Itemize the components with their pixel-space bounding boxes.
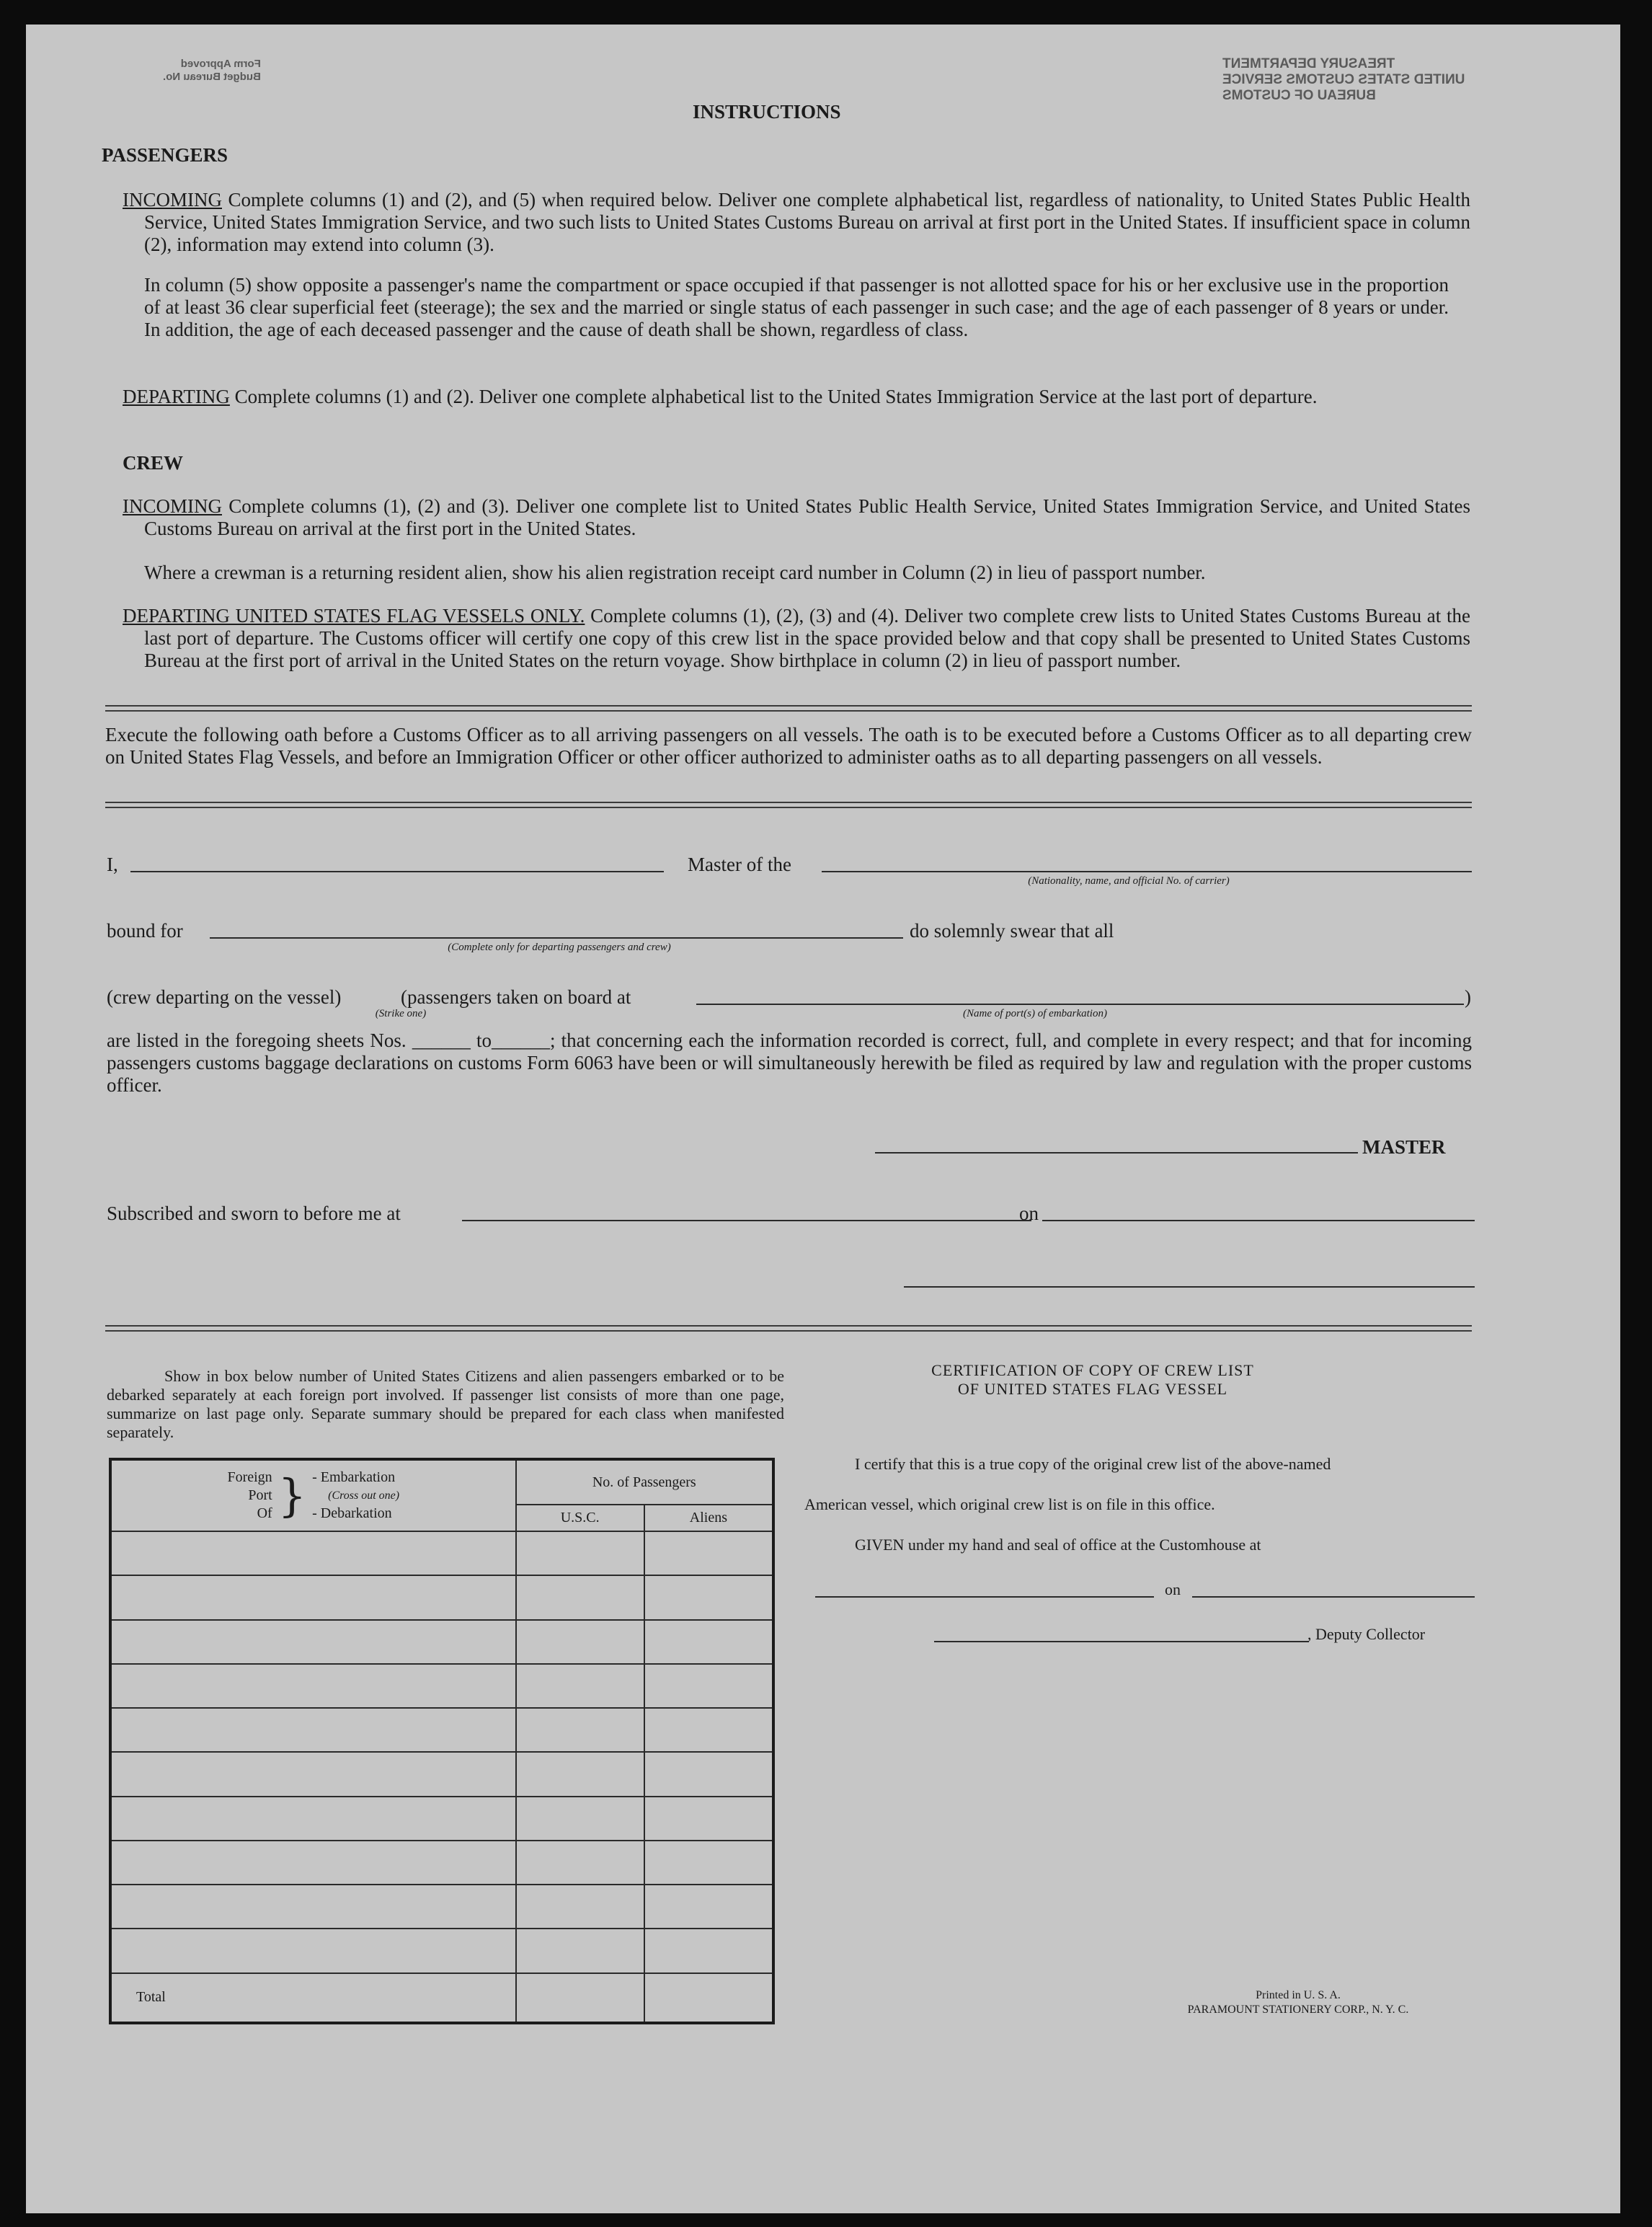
aliens-cell[interactable]: [644, 1841, 773, 1885]
bleed-line: BUREAU OF CUSTOMS: [1222, 88, 1376, 103]
aliens-total-cell[interactable]: [644, 1973, 773, 2023]
port-cell[interactable]: [110, 1752, 516, 1796]
usc-cell[interactable]: [516, 1929, 644, 1973]
swear-label: do solemnly swear that all: [910, 920, 1114, 942]
certification-line3: GIVEN under my hand and seal of office at the Customhouse at: [855, 1536, 1261, 1554]
summary-instruction: Show in box below number of United States Citizens and alien passengers embarked or to be debarked separately at each foreign port involved. If passenger list consists of more than one page, summarize on last page only. Separate summary should be prepared for each class when manifested separately.: [107, 1367, 784, 1441]
certification-title-line2: OF UNITED STATES FLAG VESSEL: [957, 1380, 1228, 1398]
port-cell[interactable]: [110, 1575, 516, 1619]
usc-cell[interactable]: [516, 1752, 644, 1796]
crew-departing-option: (crew departing on the vessel): [107, 986, 342, 1008]
deputy-collector-label: , Deputy Collector: [1307, 1625, 1426, 1643]
certification-line1: I certify that this is a true copy of the original crew list of the above-named: [855, 1455, 1331, 1473]
oath-i-label: I,: [107, 854, 118, 875]
of-label: Of: [257, 1505, 272, 1522]
oath-instruction: Execute the following oath before a Customs Officer as to all arriving passengers on all vessels. The oath is to be executed before a Customs Officer as to all departing crew on United States Flag Vessels, and before an Immigration Officer or other officer authorized to administer oaths as to all departing passengers on all vessels.: [105, 724, 1472, 768]
printer-line1: Printed in U. S. A.: [1256, 1989, 1341, 2001]
section-divider: [105, 705, 1472, 712]
sworn-date-line[interactable]: [1042, 1220, 1475, 1221]
destination-line[interactable]: [210, 937, 903, 939]
passengers-departing-label: DEPARTING: [123, 386, 230, 407]
usc-cell[interactable]: [516, 1841, 644, 1885]
debarkation-label: - Debarkation: [312, 1505, 392, 1522]
carrier-caption: (Nationality, name, and official No. of carrier): [1028, 875, 1230, 887]
port-cell[interactable]: [110, 1664, 516, 1708]
aliens-cell[interactable]: [644, 1620, 773, 1664]
usc-cell[interactable]: [516, 1885, 644, 1929]
passengers-incoming-label: INCOMING: [123, 189, 222, 211]
port-cell[interactable]: [110, 1797, 516, 1841]
bleed-through-header-left: [163, 58, 261, 84]
usc-cell[interactable]: [516, 1575, 644, 1619]
crew-heading: CREW: [123, 452, 184, 474]
bound-for-label: bound for: [107, 920, 183, 942]
port-label: Port: [248, 1487, 272, 1504]
aliens-cell[interactable]: [644, 1797, 773, 1841]
crew-incoming-paragraph: [123, 495, 1470, 540]
usc-total-cell[interactable]: [516, 1973, 644, 2023]
no-of-passengers-header: No. of Passengers: [516, 1459, 773, 1505]
usc-cell[interactable]: [516, 1664, 644, 1708]
crew-departing-label: DEPARTING UNITED STATES FLAG VESSELS ONLY.: [123, 605, 585, 627]
crew-departing-paragraph: [123, 605, 1470, 672]
bleed-line: UNITED STATES CUSTOMS SERVICE: [1222, 72, 1465, 87]
bound-caption: (Complete only for departing passengers and crew): [448, 942, 671, 953]
crew-incoming-text: Complete columns (1), (2) and (3). Deliver one complete list to United States Public Health Service, United States Immigration Service, and United States Customs Bureau on arrival at the first port in the United States.: [144, 495, 1471, 539]
usc-header: U.S.C.: [516, 1505, 644, 1531]
usc-cell[interactable]: [516, 1708, 644, 1752]
sworn-on-label: on: [1019, 1203, 1039, 1224]
page-title: INSTRUCTIONS: [693, 101, 841, 123]
crew-resident-paragraph: Where a crewman is a returning resident alien, show his alien registration receipt card number in Column (2) in lieu of passport number.: [144, 562, 1206, 583]
aliens-cell[interactable]: [644, 1929, 773, 1973]
embark-caption: (Name of port(s) of embarkation): [963, 1008, 1107, 1019]
aliens-cell[interactable]: [644, 1752, 773, 1796]
usc-cell[interactable]: [516, 1797, 644, 1841]
printer-line2: PARAMOUNT STATIONERY CORP., N. Y. C.: [1187, 2004, 1409, 2016]
port-cell[interactable]: [110, 1885, 516, 1929]
certification-title: [840, 1361, 1345, 1399]
embarkation-label: - Embarkation: [312, 1469, 396, 1486]
aliens-cell[interactable]: [644, 1708, 773, 1752]
strike-caption: (Strike one): [375, 1008, 427, 1019]
passengers-heading: PASSENGERS: [102, 144, 228, 166]
section-divider: [105, 802, 1472, 808]
port-cell[interactable]: [110, 1708, 516, 1752]
aliens-cell[interactable]: [644, 1531, 773, 1575]
bleed-line: TREASURY DEPARTMENT: [1222, 56, 1395, 71]
certification-on-label: on: [1165, 1580, 1181, 1598]
bleed-through-header-right: [1222, 56, 1465, 104]
passengers-taken-option: (passengers taken on board at: [401, 986, 631, 1008]
brace-icon: }: [277, 1469, 307, 1522]
cross-out-label: (Cross out one): [328, 1489, 400, 1502]
master-signature-line[interactable]: [875, 1152, 1358, 1154]
aliens-cell[interactable]: [644, 1885, 773, 1929]
customhouse-location-line[interactable]: [815, 1596, 1154, 1598]
foreign-label: Foreign: [227, 1469, 272, 1486]
form-sheet: [26, 25, 1620, 2213]
aliens-header: Aliens: [644, 1505, 773, 1531]
certification-line2: American vessel, which original crew list is on file in this office.: [804, 1495, 1215, 1513]
crew-incoming-label: INCOMING: [123, 495, 222, 517]
usc-cell[interactable]: [516, 1620, 644, 1664]
deputy-signature-line[interactable]: [934, 1641, 1309, 1642]
officer-signature-line[interactable]: [904, 1286, 1475, 1288]
passengers-departing-paragraph: [123, 386, 1470, 408]
port-header-cell: [110, 1459, 516, 1531]
passengers-incoming-text: Complete columns (1) and (2), and (5) when required below. Deliver one complete alphabetical list, regardless of nationality, to United States Public Health Service, United States Immigration Service, and two such lists to United States Customs Bureau on arrival at first port in the United States. If insufficient space in column (2), information may extend into column (3).: [144, 189, 1470, 255]
passenger-summary-table: [109, 1458, 775, 2024]
listed-paragraph: are listed in the foregoing sheets Nos. ______ to______; that concerning each the information recorded is correct, full, and complete in every respect; and that for incoming passengers customs baggage declarations on customs Form 6063 have been or will simultaneously herewith be filed as required by law and regulation with the proper customs officer.: [107, 1030, 1472, 1096]
printer-imprint: [1093, 1988, 1504, 2017]
passengers-incoming-paragraph: [123, 189, 1470, 256]
crew-departing-text: Complete columns (1), (2), (3) and (4). Deliver two complete crew lists to United States Customs Bureau at the last port of departure. The Customs officer will certify one copy of this crew list in the space provided below and that copy shall be presented to United States Customs Bureau at the first port of arrival in the United States on the return voyage. Show birthplace in column (2) in lieu of passport number.: [144, 605, 1470, 671]
port-cell[interactable]: [110, 1620, 516, 1664]
master-of-label: Master of the: [688, 854, 791, 875]
usc-cell[interactable]: [516, 1531, 644, 1575]
passengers-column5-paragraph: In column (5) show opposite a passenger's name the compartment or space occupied if that passenger is not allotted space for his or her exclusive use in the proportion of at least 36 clear superficial feet (steerage); the sex and the married or single status of each passenger in such case; and the age of each passenger of 8 years or under. In addition, the age of each deceased passenger and the cause of death shall be shown, regardless of class.: [144, 274, 1449, 340]
certification-title-line1: CERTIFICATION OF COPY OF CREW LIST: [931, 1361, 1254, 1379]
aliens-cell[interactable]: [644, 1664, 773, 1708]
bleed-line: Form Approved: [180, 58, 261, 70]
close-paren: ): [1465, 986, 1471, 1008]
total-label-cell: [110, 1973, 516, 2023]
embarkation-port-line[interactable]: [696, 1004, 1464, 1005]
aliens-cell[interactable]: [644, 1575, 773, 1619]
master-label: MASTER: [1362, 1136, 1446, 1158]
section-divider: [105, 1325, 1472, 1332]
certification-date-line[interactable]: [1192, 1596, 1475, 1598]
vessel-name-line[interactable]: [822, 871, 1472, 872]
subscribed-label: Subscribed and sworn to before me at: [107, 1203, 401, 1224]
total-label: Total: [136, 1989, 166, 2006]
passengers-departing-text: Complete columns (1) and (2). Deliver one complete alphabetical list to the United States Immigration Service at the last port of departure.: [234, 386, 1318, 407]
port-cell[interactable]: [110, 1929, 516, 1973]
sworn-location-line[interactable]: [462, 1220, 1031, 1221]
port-cell[interactable]: [110, 1841, 516, 1885]
master-name-line[interactable]: [130, 871, 664, 872]
bleed-line: Budget Bureau No.: [163, 71, 261, 83]
port-cell[interactable]: [110, 1531, 516, 1575]
